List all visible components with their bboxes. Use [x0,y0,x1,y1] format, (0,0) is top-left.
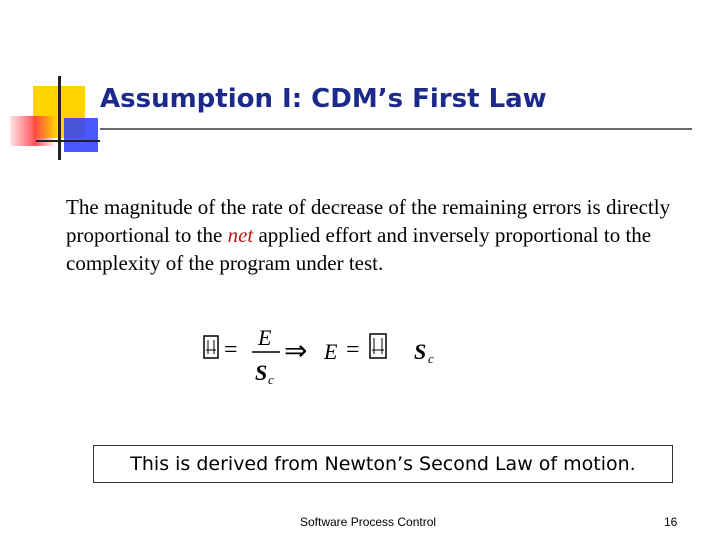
missing-glyph-box-2 [370,334,386,358]
formula-equals-1: = [224,337,238,363]
formula-subscript-1: c [268,372,274,387]
body-paragraph [66,193,676,277]
decorative-blue-square [64,118,98,152]
formula-rhs-e: E [324,339,338,364]
formula [200,320,460,390]
body-text-part1: The magnitude of the rate of decrease of the remaining errors is directly proportional to the [66,195,671,247]
formula-equals-2: = [346,337,360,363]
slide-title: Assumption I: CDM’s First Law [100,84,547,114]
note-text: This is derived from Newton’s Second Law of motion. [130,453,636,475]
formula-numerator: E [258,325,272,350]
formula-subscript-2: c [428,351,434,366]
body-text-part2: applied effort and inversely proportional to the complexity of the program under test. [66,223,652,275]
page-number: 16 [664,515,678,529]
formula-implies-arrow: ⇒ [284,334,308,367]
title-underline [100,128,692,130]
decorative-horizontal-line [36,140,100,142]
body-emphasis-net: net [227,223,254,247]
formula-denominator: S [255,360,268,385]
decorative-vertical-line [58,76,61,160]
note-box [93,445,673,483]
missing-glyph-box-1 [204,336,218,358]
footer-title: Software Process Control [300,515,437,529]
formula-rhs-s: S [414,339,427,364]
formula-graphic [200,320,460,390]
